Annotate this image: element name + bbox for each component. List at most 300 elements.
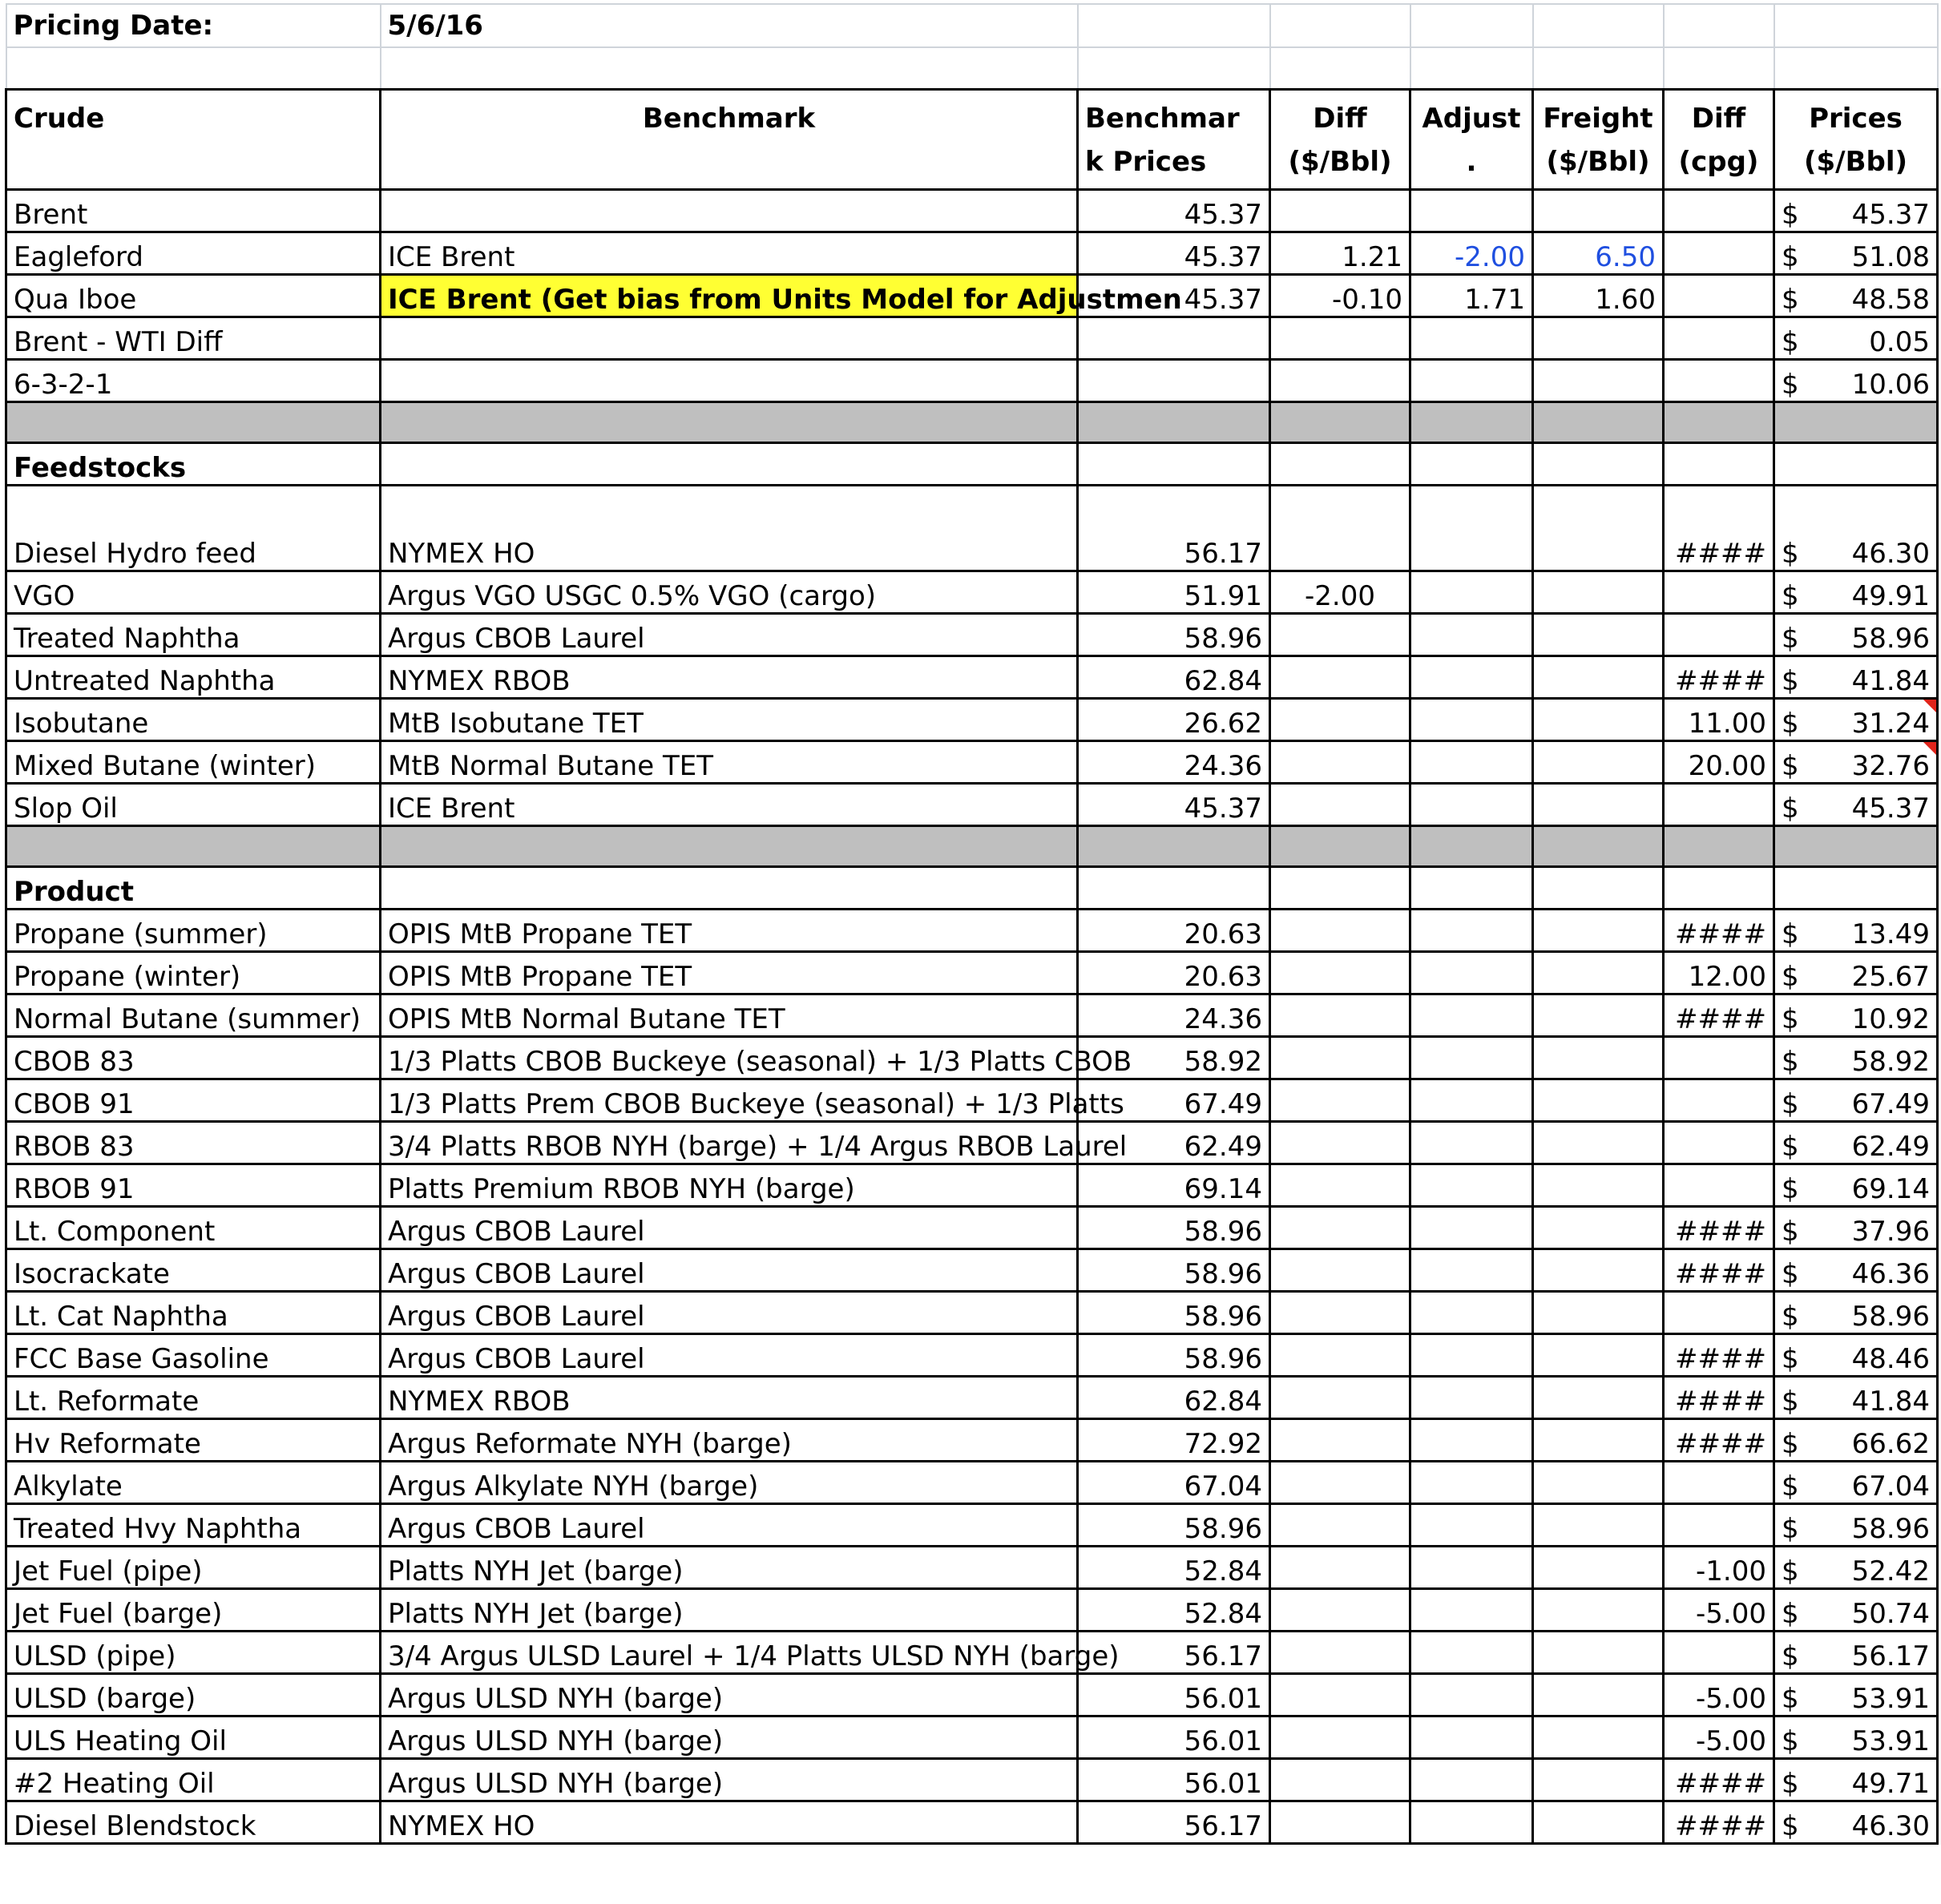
adjust[interactable] — [1410, 1292, 1533, 1334]
product-name[interactable]: ULS Heating Oil — [6, 1716, 381, 1759]
diff-cpg[interactable] — [1664, 317, 1774, 360]
diff-cpg[interactable]: #### — [1664, 1759, 1774, 1801]
empty-cell[interactable] — [1533, 826, 1664, 867]
adjust[interactable] — [1410, 784, 1533, 826]
adjust[interactable] — [1410, 699, 1533, 741]
price-cell[interactable] — [1774, 1801, 1938, 1844]
benchmark-price[interactable]: 20.63 — [1078, 952, 1270, 994]
diff-cpg[interactable] — [1664, 614, 1774, 656]
benchmark-price[interactable]: 52.84 — [1078, 1547, 1270, 1589]
freight[interactable] — [1533, 1759, 1664, 1801]
freight[interactable] — [1533, 317, 1664, 360]
empty-cell[interactable] — [1078, 47, 1270, 90]
empty-cell[interactable] — [1664, 402, 1774, 443]
benchmark-cell[interactable]: NYMEX RBOB — [381, 1377, 1078, 1419]
diff-bbl[interactable] — [1270, 784, 1410, 826]
adjust[interactable] — [1410, 741, 1533, 784]
price-cell[interactable] — [1774, 571, 1938, 614]
empty-cell[interactable] — [1078, 4, 1270, 47]
benchmark-cell[interactable]: 3/4 Argus ULSD Laurel + 1/4 Platts ULSD NYH (barge) — [381, 1632, 1078, 1674]
price-cell[interactable] — [1774, 486, 1938, 571]
empty-cell[interactable] — [1270, 402, 1410, 443]
price-cell[interactable] — [1774, 1207, 1938, 1249]
empty-cell[interactable] — [1533, 402, 1664, 443]
diff-cpg[interactable]: -5.00 — [1664, 1716, 1774, 1759]
adjust[interactable] — [1410, 360, 1533, 402]
diff-cpg[interactable]: -5.00 — [1664, 1589, 1774, 1632]
freight[interactable] — [1533, 699, 1664, 741]
product-name[interactable]: Hv Reformate — [6, 1419, 381, 1462]
diff-bbl[interactable] — [1270, 1249, 1410, 1292]
empty-cell[interactable] — [1774, 867, 1938, 910]
price-cell[interactable] — [1774, 656, 1938, 699]
diff-bbl[interactable] — [1270, 1037, 1410, 1079]
product-name[interactable]: Jet Fuel (barge) — [6, 1589, 381, 1632]
diff-bbl[interactable]: -0.10 — [1270, 275, 1410, 317]
benchmark-price[interactable]: 45.37 — [1078, 784, 1270, 826]
freight[interactable] — [1533, 741, 1664, 784]
diff-bbl[interactable]: 1.21 — [1270, 232, 1410, 275]
diff-bbl[interactable] — [1270, 360, 1410, 402]
benchmark-price[interactable] — [1078, 360, 1270, 402]
price-cell[interactable] — [1774, 1547, 1938, 1589]
adjust[interactable] — [1410, 1249, 1533, 1292]
empty-cell[interactable] — [1533, 4, 1664, 47]
diff-bbl[interactable] — [1270, 1292, 1410, 1334]
freight[interactable] — [1533, 1716, 1664, 1759]
freight[interactable]: 1.60 — [1533, 275, 1664, 317]
empty-cell[interactable] — [6, 402, 381, 443]
empty-cell[interactable] — [1410, 867, 1533, 910]
freight[interactable] — [1533, 910, 1664, 952]
freight[interactable] — [1533, 1589, 1664, 1632]
price-cell[interactable] — [1774, 784, 1938, 826]
empty-cell[interactable] — [1270, 443, 1410, 486]
diff-bbl[interactable] — [1270, 994, 1410, 1037]
benchmark-cell[interactable]: Argus CBOB Laurel — [381, 1207, 1078, 1249]
product-name[interactable]: ULSD (pipe) — [6, 1632, 381, 1674]
empty-cell[interactable] — [1664, 4, 1774, 47]
diff-cpg[interactable]: 12.00 — [1664, 952, 1774, 994]
benchmark-cell[interactable]: Argus Alkylate NYH (barge) — [381, 1462, 1078, 1504]
benchmark-price[interactable]: 56.17 — [1078, 1632, 1270, 1674]
diff-cpg[interactable]: #### — [1664, 1334, 1774, 1377]
diff-cpg[interactable] — [1664, 1122, 1774, 1164]
diff-bbl[interactable] — [1270, 1504, 1410, 1547]
diff-cpg[interactable]: #### — [1664, 656, 1774, 699]
adjust[interactable]: 1.71 — [1410, 275, 1533, 317]
adjust[interactable] — [1410, 1079, 1533, 1122]
diff-bbl[interactable] — [1270, 656, 1410, 699]
benchmark-price[interactable]: 67.49 — [1078, 1079, 1270, 1122]
price-cell[interactable] — [1774, 1334, 1938, 1377]
diff-bbl[interactable] — [1270, 741, 1410, 784]
benchmark-cell[interactable]: Argus Reformate NYH (barge) — [381, 1419, 1078, 1462]
benchmark-price[interactable]: 67.04 — [1078, 1462, 1270, 1504]
feedstock-name[interactable]: VGO — [6, 571, 381, 614]
empty-cell[interactable] — [1270, 826, 1410, 867]
freight[interactable] — [1533, 1419, 1664, 1462]
benchmark-cell[interactable]: ICE Brent — [381, 784, 1078, 826]
adjust[interactable] — [1410, 1801, 1533, 1844]
header-benchmark[interactable] — [381, 90, 1078, 190]
benchmark-price[interactable]: 58.96 — [1078, 1292, 1270, 1334]
adjust[interactable] — [1410, 1419, 1533, 1462]
benchmark-price[interactable]: 58.96 — [1078, 1334, 1270, 1377]
freight[interactable] — [1533, 1164, 1664, 1207]
price-cell[interactable] — [1774, 1037, 1938, 1079]
diff-cpg[interactable]: #### — [1664, 1377, 1774, 1419]
section-label[interactable]: Feedstocks — [6, 443, 381, 486]
benchmark-price[interactable]: 58.96 — [1078, 1207, 1270, 1249]
freight[interactable] — [1533, 1632, 1664, 1674]
product-name[interactable]: Alkylate — [6, 1462, 381, 1504]
product-name[interactable]: FCC Base Gasoline — [6, 1334, 381, 1377]
feedstock-name[interactable]: Treated Naphtha — [6, 614, 381, 656]
diff-cpg[interactable] — [1664, 232, 1774, 275]
diff-bbl[interactable]: -2.00 — [1270, 571, 1410, 614]
diff-bbl[interactable] — [1270, 614, 1410, 656]
empty-cell[interactable] — [1270, 47, 1410, 90]
empty-cell[interactable] — [1774, 4, 1938, 47]
price-cell[interactable] — [1774, 741, 1938, 784]
crude-name[interactable]: Eagleford — [6, 232, 381, 275]
diff-cpg[interactable]: #### — [1664, 910, 1774, 952]
diff-bbl[interactable] — [1270, 1419, 1410, 1462]
diff-cpg[interactable]: 20.00 — [1664, 741, 1774, 784]
price-cell[interactable] — [1774, 1122, 1938, 1164]
diff-bbl[interactable] — [1270, 1377, 1410, 1419]
price-cell[interactable] — [1774, 360, 1938, 402]
product-name[interactable]: #2 Heating Oil — [6, 1759, 381, 1801]
diff-bbl[interactable] — [1270, 1207, 1410, 1249]
diff-cpg[interactable] — [1664, 1079, 1774, 1122]
freight[interactable] — [1533, 1292, 1664, 1334]
freight[interactable] — [1533, 1674, 1664, 1716]
comment-indicator-icon[interactable] — [1923, 742, 1936, 755]
benchmark-price[interactable]: 56.17 — [1078, 486, 1270, 571]
empty-cell[interactable] — [381, 47, 1078, 90]
diff-bbl[interactable] — [1270, 1122, 1410, 1164]
header-adjust[interactable] — [1410, 90, 1533, 190]
price-cell[interactable] — [1774, 1589, 1938, 1632]
diff-bbl[interactable] — [1270, 1632, 1410, 1674]
benchmark-price[interactable]: 58.92 — [1078, 1037, 1270, 1079]
benchmark-price[interactable]: 72.92 — [1078, 1419, 1270, 1462]
empty-cell[interactable] — [1270, 867, 1410, 910]
header-diff-bbl[interactable] — [1270, 90, 1410, 190]
diff-cpg[interactable]: -5.00 — [1664, 1674, 1774, 1716]
price-cell[interactable] — [1774, 1504, 1938, 1547]
adjust[interactable] — [1410, 1207, 1533, 1249]
benchmark-price[interactable]: 20.63 — [1078, 910, 1270, 952]
diff-cpg[interactable] — [1664, 1292, 1774, 1334]
freight[interactable] — [1533, 486, 1664, 571]
diff-bbl[interactable] — [1270, 1716, 1410, 1759]
benchmark-price[interactable]: 56.17 — [1078, 1801, 1270, 1844]
empty-cell[interactable] — [1410, 826, 1533, 867]
empty-cell[interactable] — [1410, 47, 1533, 90]
benchmark-cell[interactable]: NYMEX RBOB — [381, 656, 1078, 699]
freight[interactable] — [1533, 1249, 1664, 1292]
empty-cell[interactable] — [1664, 826, 1774, 867]
benchmark-cell[interactable]: 1/3 Platts CBOB Buckeye (seasonal) + 1/3 Platts CBOB — [381, 1037, 1078, 1079]
diff-cpg[interactable]: -1.00 — [1664, 1547, 1774, 1589]
empty-cell[interactable] — [1664, 867, 1774, 910]
diff-bbl[interactable] — [1270, 699, 1410, 741]
benchmark-cell[interactable]: OPIS MtB Normal Butane TET — [381, 994, 1078, 1037]
adjust[interactable] — [1410, 910, 1533, 952]
diff-cpg[interactable]: #### — [1664, 994, 1774, 1037]
diff-cpg[interactable] — [1664, 1504, 1774, 1547]
diff-cpg[interactable] — [1664, 1037, 1774, 1079]
price-cell[interactable] — [1774, 190, 1938, 232]
freight[interactable] — [1533, 1122, 1664, 1164]
adjust[interactable] — [1410, 1037, 1533, 1079]
benchmark-price[interactable]: 56.01 — [1078, 1674, 1270, 1716]
adjust[interactable] — [1410, 1674, 1533, 1716]
benchmark-price[interactable]: 62.84 — [1078, 1377, 1270, 1419]
freight[interactable] — [1533, 190, 1664, 232]
diff-cpg[interactable]: #### — [1664, 1207, 1774, 1249]
empty-cell[interactable] — [1078, 402, 1270, 443]
price-cell[interactable] — [1774, 1674, 1938, 1716]
empty-cell[interactable] — [1270, 4, 1410, 47]
feedstock-name[interactable]: Slop Oil — [6, 784, 381, 826]
benchmark-cell[interactable]: ICE Brent (Get bias from Units Model for Adjustmen — [381, 275, 1078, 317]
diff-cpg[interactable]: #### — [1664, 1419, 1774, 1462]
empty-cell[interactable] — [1664, 47, 1774, 90]
freight[interactable] — [1533, 1801, 1664, 1844]
benchmark-cell[interactable]: NYMEX HO — [381, 1801, 1078, 1844]
freight[interactable] — [1533, 1462, 1664, 1504]
adjust[interactable] — [1410, 1164, 1533, 1207]
product-name[interactable]: Diesel Blendstock — [6, 1801, 381, 1844]
comment-indicator-icon[interactable] — [1923, 700, 1936, 712]
benchmark-price[interactable]: 69.14 — [1078, 1164, 1270, 1207]
empty-cell[interactable] — [6, 826, 381, 867]
diff-cpg[interactable] — [1664, 784, 1774, 826]
price-cell[interactable] — [1774, 1419, 1938, 1462]
diff-bbl[interactable] — [1270, 910, 1410, 952]
diff-bbl[interactable] — [1270, 1674, 1410, 1716]
benchmark-price[interactable]: 56.01 — [1078, 1759, 1270, 1801]
adjust[interactable] — [1410, 486, 1533, 571]
freight[interactable] — [1533, 1547, 1664, 1589]
adjust[interactable] — [1410, 1547, 1533, 1589]
diff-cpg[interactable] — [1664, 1462, 1774, 1504]
product-name[interactable]: Jet Fuel (pipe) — [6, 1547, 381, 1589]
product-name[interactable]: Normal Butane (summer) — [6, 994, 381, 1037]
benchmark-cell[interactable]: MtB Normal Butane TET — [381, 741, 1078, 784]
empty-cell[interactable] — [1078, 826, 1270, 867]
benchmark-price[interactable]: 62.84 — [1078, 656, 1270, 699]
benchmark-cell[interactable]: 1/3 Platts Prem CBOB Buckeye (seasonal) + 1/3 Platts — [381, 1079, 1078, 1122]
benchmark-cell[interactable] — [381, 190, 1078, 232]
benchmark-price[interactable]: 45.37 — [1078, 232, 1270, 275]
header-crude[interactable] — [6, 90, 381, 190]
product-name[interactable]: ULSD (barge) — [6, 1674, 381, 1716]
diff-cpg[interactable]: #### — [1664, 1801, 1774, 1844]
benchmark-cell[interactable]: MtB Isobutane TET — [381, 699, 1078, 741]
freight[interactable] — [1533, 1079, 1664, 1122]
benchmark-cell[interactable]: Argus CBOB Laurel — [381, 1292, 1078, 1334]
empty-cell[interactable] — [6, 47, 381, 90]
benchmark-cell[interactable]: Platts NYH Jet (barge) — [381, 1589, 1078, 1632]
diff-cpg[interactable] — [1664, 190, 1774, 232]
benchmark-price[interactable]: 24.36 — [1078, 741, 1270, 784]
adjust[interactable] — [1410, 1377, 1533, 1419]
adjust[interactable] — [1410, 1122, 1533, 1164]
adjust[interactable] — [1410, 952, 1533, 994]
diff-bbl[interactable] — [1270, 1334, 1410, 1377]
benchmark-cell[interactable]: 3/4 Platts RBOB NYH (barge) + 1/4 Argus RBOB Laurel — [381, 1122, 1078, 1164]
freight[interactable] — [1533, 1207, 1664, 1249]
freight[interactable] — [1533, 994, 1664, 1037]
product-name[interactable]: RBOB 91 — [6, 1164, 381, 1207]
freight[interactable] — [1533, 360, 1664, 402]
benchmark-cell[interactable] — [381, 360, 1078, 402]
diff-cpg[interactable] — [1664, 275, 1774, 317]
diff-bbl[interactable] — [1270, 1079, 1410, 1122]
empty-cell[interactable] — [1774, 443, 1938, 486]
price-cell[interactable] — [1774, 1716, 1938, 1759]
benchmark-cell[interactable]: Argus CBOB Laurel — [381, 1334, 1078, 1377]
benchmark-cell[interactable]: Argus CBOB Laurel — [381, 1249, 1078, 1292]
price-cell[interactable] — [1774, 1079, 1938, 1122]
empty-cell[interactable] — [1774, 402, 1938, 443]
benchmark-price[interactable]: 51.91 — [1078, 571, 1270, 614]
benchmark-cell[interactable]: Argus ULSD NYH (barge) — [381, 1674, 1078, 1716]
price-cell[interactable] — [1774, 1632, 1938, 1674]
adjust[interactable] — [1410, 994, 1533, 1037]
freight[interactable] — [1533, 571, 1664, 614]
diff-cpg[interactable]: #### — [1664, 1249, 1774, 1292]
benchmark-cell[interactable]: Argus VGO USGC 0.5% VGO (cargo) — [381, 571, 1078, 614]
diff-cpg[interactable] — [1664, 1632, 1774, 1674]
benchmark-price[interactable]: 58.96 — [1078, 1249, 1270, 1292]
benchmark-cell[interactable]: Platts NYH Jet (barge) — [381, 1547, 1078, 1589]
product-name[interactable]: CBOB 83 — [6, 1037, 381, 1079]
product-name[interactable]: RBOB 83 — [6, 1122, 381, 1164]
crude-name[interactable]: Brent — [6, 190, 381, 232]
diff-cpg[interactable] — [1664, 360, 1774, 402]
diff-cpg[interactable]: #### — [1664, 486, 1774, 571]
feedstock-name[interactable]: Untreated Naphtha — [6, 656, 381, 699]
adjust[interactable] — [1410, 1334, 1533, 1377]
empty-cell[interactable] — [381, 826, 1078, 867]
product-name[interactable]: Propane (winter) — [6, 952, 381, 994]
adjust[interactable] — [1410, 190, 1533, 232]
empty-cell[interactable] — [1410, 4, 1533, 47]
empty-cell[interactable] — [1533, 443, 1664, 486]
crude-name[interactable]: Brent - WTI Diff — [6, 317, 381, 360]
freight[interactable] — [1533, 1334, 1664, 1377]
benchmark-cell[interactable] — [381, 317, 1078, 360]
empty-cell[interactable] — [1533, 867, 1664, 910]
benchmark-cell[interactable]: Platts Premium RBOB NYH (barge) — [381, 1164, 1078, 1207]
price-cell[interactable] — [1774, 952, 1938, 994]
product-name[interactable]: Isocrackate — [6, 1249, 381, 1292]
benchmark-cell[interactable]: ICE Brent — [381, 232, 1078, 275]
diff-bbl[interactable] — [1270, 1759, 1410, 1801]
freight[interactable] — [1533, 614, 1664, 656]
price-cell[interactable] — [1774, 910, 1938, 952]
pricing-date-label[interactable]: Pricing Date: — [6, 4, 381, 47]
diff-cpg[interactable] — [1664, 1164, 1774, 1207]
empty-cell[interactable] — [1533, 47, 1664, 90]
product-name[interactable]: CBOB 91 — [6, 1079, 381, 1122]
adjust[interactable] — [1410, 1589, 1533, 1632]
adjust[interactable] — [1410, 1716, 1533, 1759]
freight[interactable] — [1533, 656, 1664, 699]
diff-cpg[interactable] — [1664, 571, 1774, 614]
benchmark-price[interactable] — [1078, 317, 1270, 360]
benchmark-cell[interactable]: NYMEX HO — [381, 486, 1078, 571]
empty-cell[interactable] — [1410, 402, 1533, 443]
product-name[interactable]: Propane (summer) — [6, 910, 381, 952]
feedstock-name[interactable]: Isobutane — [6, 699, 381, 741]
empty-cell[interactable] — [381, 402, 1078, 443]
benchmark-cell[interactable]: OPIS MtB Propane TET — [381, 910, 1078, 952]
diff-bbl[interactable] — [1270, 1547, 1410, 1589]
adjust[interactable] — [1410, 656, 1533, 699]
benchmark-price[interactable]: 45.37 — [1078, 275, 1270, 317]
benchmark-cell[interactable]: OPIS MtB Propane TET — [381, 952, 1078, 994]
header-diff-cpg[interactable] — [1664, 90, 1774, 190]
pricing-date-value[interactable]: 5/6/16 — [381, 4, 1078, 47]
freight[interactable] — [1533, 1037, 1664, 1079]
freight[interactable] — [1533, 952, 1664, 994]
freight[interactable] — [1533, 1504, 1664, 1547]
empty-cell[interactable] — [1078, 867, 1270, 910]
crude-name[interactable]: Qua Iboe — [6, 275, 381, 317]
header-freight[interactable] — [1533, 90, 1664, 190]
crude-name[interactable]: 6-3-2-1 — [6, 360, 381, 402]
diff-bbl[interactable] — [1270, 952, 1410, 994]
freight[interactable] — [1533, 1377, 1664, 1419]
empty-cell[interactable] — [381, 867, 1078, 910]
diff-bbl[interactable] — [1270, 190, 1410, 232]
adjust[interactable] — [1410, 571, 1533, 614]
diff-bbl[interactable] — [1270, 1589, 1410, 1632]
price-cell[interactable] — [1774, 317, 1938, 360]
benchmark-price[interactable]: 56.01 — [1078, 1716, 1270, 1759]
feedstock-name[interactable]: Mixed Butane (winter) — [6, 741, 381, 784]
header-benchmark-prices[interactable] — [1078, 90, 1270, 190]
benchmark-price[interactable]: 52.84 — [1078, 1589, 1270, 1632]
price-cell[interactable] — [1774, 994, 1938, 1037]
empty-cell[interactable] — [1664, 443, 1774, 486]
freight[interactable]: 6.50 — [1533, 232, 1664, 275]
price-cell[interactable] — [1774, 1759, 1938, 1801]
diff-bbl[interactable] — [1270, 486, 1410, 571]
price-cell[interactable] — [1774, 1377, 1938, 1419]
adjust[interactable] — [1410, 317, 1533, 360]
adjust[interactable] — [1410, 614, 1533, 656]
price-cell[interactable] — [1774, 1249, 1938, 1292]
product-name[interactable]: Lt. Reformate — [6, 1377, 381, 1419]
diff-bbl[interactable] — [1270, 1164, 1410, 1207]
benchmark-cell[interactable]: Argus ULSD NYH (barge) — [381, 1759, 1078, 1801]
empty-cell[interactable] — [1078, 443, 1270, 486]
adjust[interactable]: -2.00 — [1410, 232, 1533, 275]
adjust[interactable] — [1410, 1504, 1533, 1547]
benchmark-price[interactable]: 58.96 — [1078, 614, 1270, 656]
empty-cell[interactable] — [1774, 826, 1938, 867]
price-cell[interactable] — [1774, 232, 1938, 275]
diff-bbl[interactable] — [1270, 1462, 1410, 1504]
